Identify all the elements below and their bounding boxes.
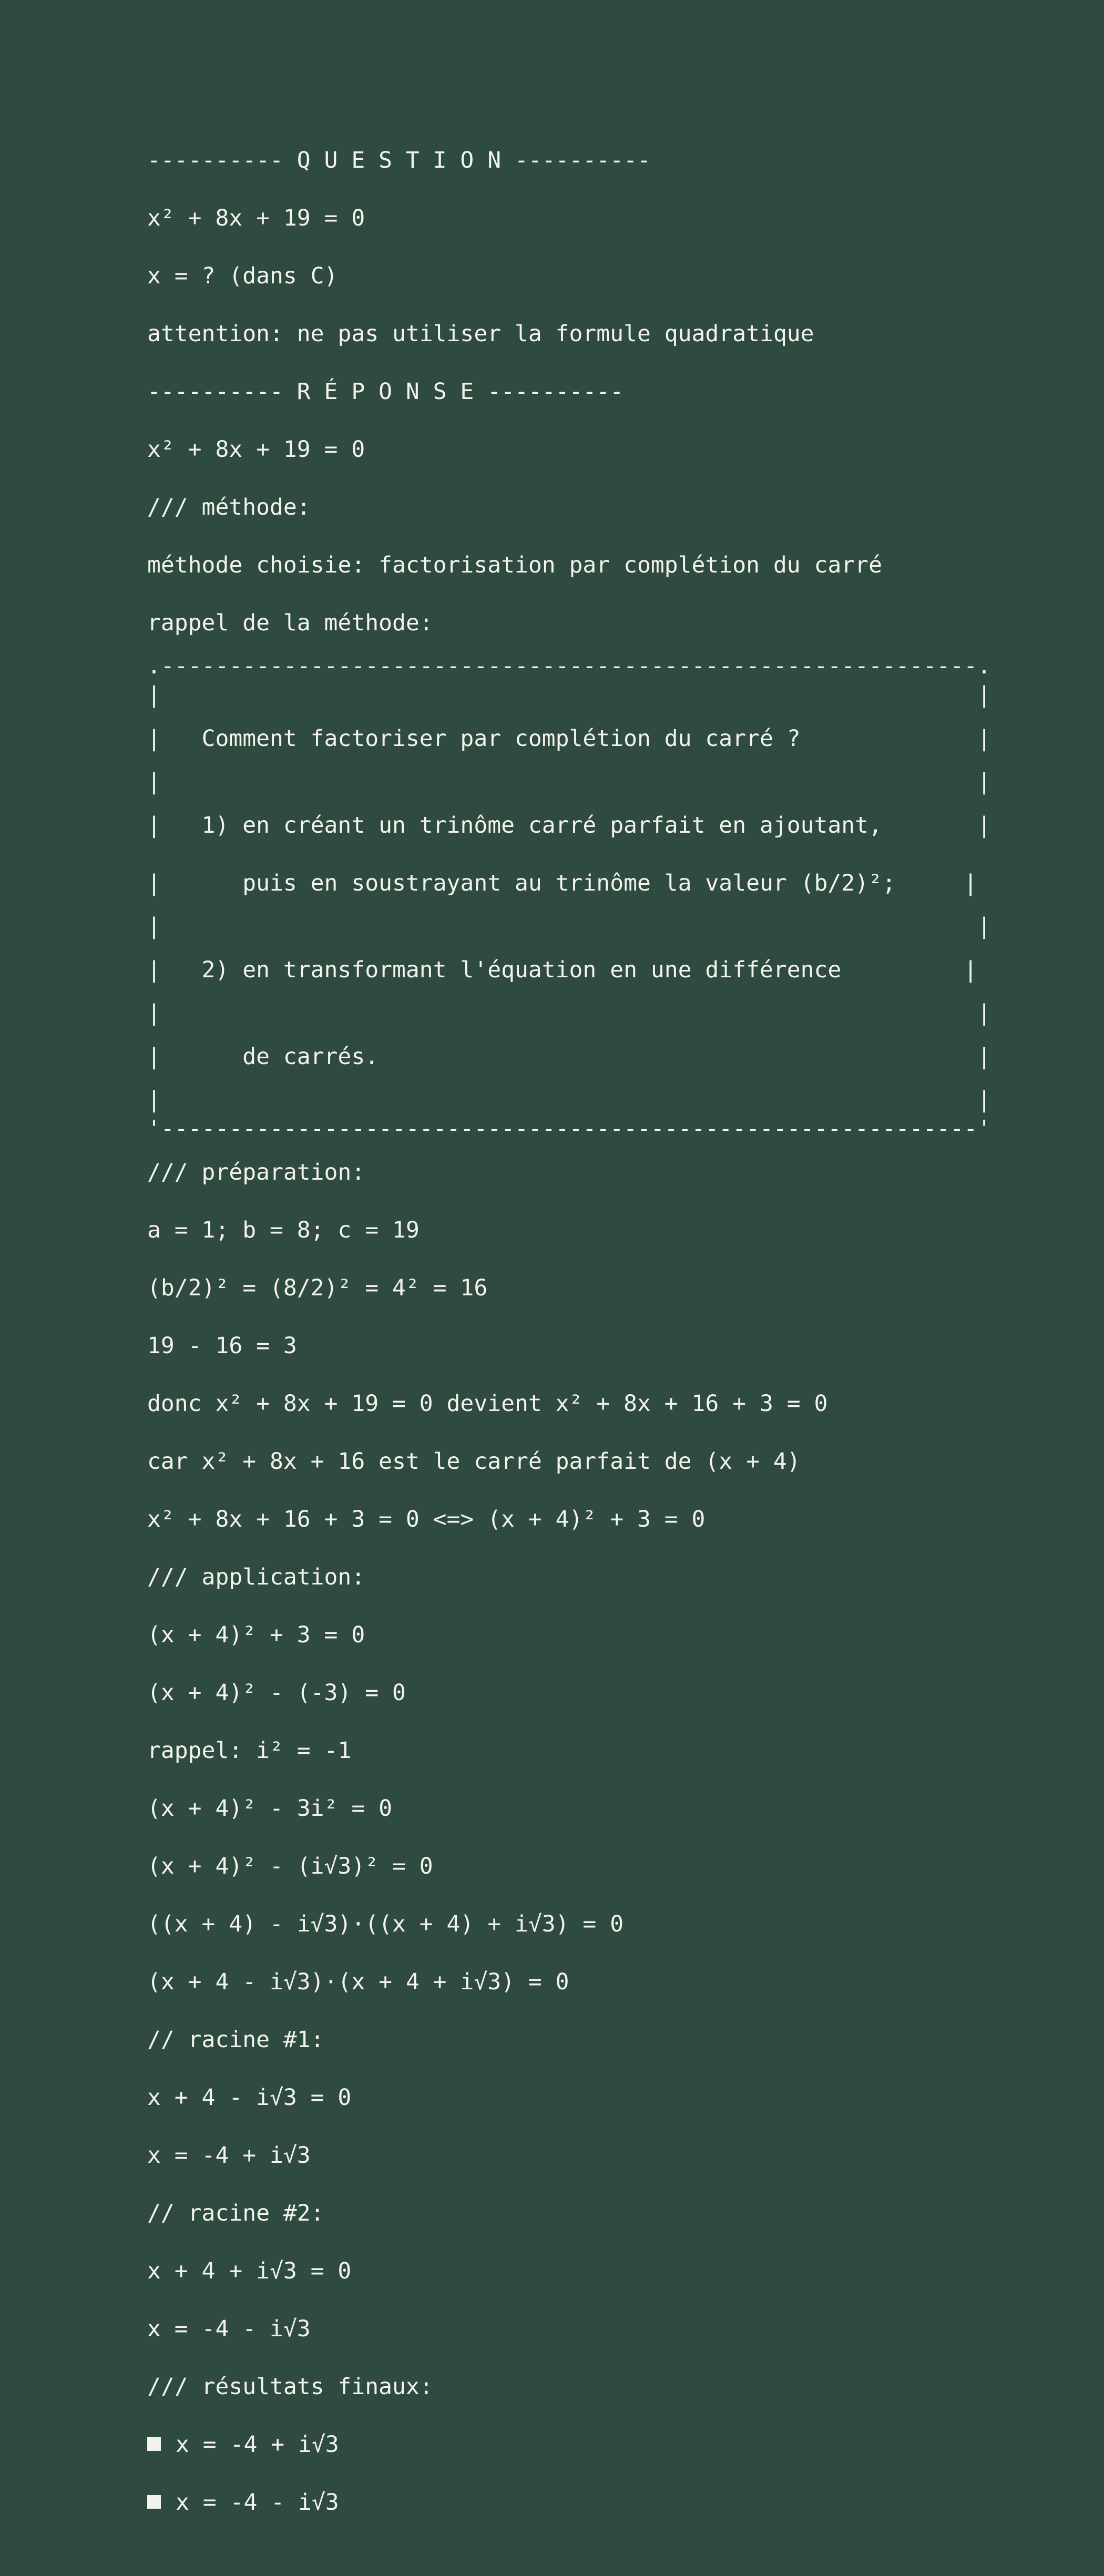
application-step: rappel: i² = -1 <box>147 1737 352 1764</box>
box-blank-line: | | <box>147 1087 991 1113</box>
box-blank-line: | | <box>147 1000 991 1026</box>
box-step2-line1: | 2) en transformant l'équation en une différence | <box>147 957 978 983</box>
application-step: (x + 4 - i√3)·(x + 4 + i√3) = 0 <box>147 1969 569 1995</box>
preparation-difference: 19 - 16 = 3 <box>147 1333 297 1359</box>
application-heading: /// application: <box>147 1564 365 1590</box>
square-bullet-icon <box>147 2495 161 2509</box>
application-step: (x + 4)² - 3i² = 0 <box>147 1795 392 1822</box>
preparation-coefficients: a = 1; b = 8; c = 19 <box>147 1217 420 1243</box>
preparation-equivalence: x² + 8x + 16 + 3 = 0 <=> (x + 4)² + 3 = 0 <box>147 1506 706 1532</box>
method-reminder-box <box>147 652 1041 1143</box>
preparation-half-b-squared: (b/2)² = (8/2)² = 4² = 16 <box>147 1275 488 1301</box>
box-blank-line: | | <box>147 769 991 795</box>
application-step: (x + 4)² - (i√3)² = 0 <box>147 1853 433 1879</box>
result-value: x = -4 + i√3 <box>176 2431 339 2458</box>
application-step: (x + 4)² + 3 = 0 <box>147 1622 365 1648</box>
box-step1-line2: | puis en soustrayant au trinôme la valeur (b/2)²; | <box>147 870 978 896</box>
preparation-heading: /// préparation: <box>147 1159 365 1185</box>
box-step1-line1: | 1) en créant un trinôme carré parfait en ajoutant, | <box>147 812 991 839</box>
root1-value: x = -4 + i√3 <box>147 2142 311 2169</box>
method-chosen: méthode choisie: factorisation par complétion du carré <box>147 552 882 578</box>
square-bullet-icon <box>147 2437 161 2451</box>
box-blank-line: | | <box>147 913 991 939</box>
application-step: ((x + 4) - i√3)·((x + 4) + i√3) = 0 <box>147 1911 624 1937</box>
result-value: x = -4 - i√3 <box>176 2489 339 2516</box>
preparation-perfect-square: car x² + 8x + 16 est le carré parfait de (x + 4) <box>147 1448 801 1475</box>
box-step2-line2: | de carrés. | <box>147 1044 991 1070</box>
method-heading: /// méthode: <box>147 494 311 520</box>
answer-header: ---------- R É P O N S E ---------- <box>147 379 624 405</box>
box-title: | Comment factoriser par complétion du carré ? | <box>147 725 991 752</box>
method-reminder-label: rappel de la méthode: <box>147 610 433 636</box>
question-warning: attention: ne pas utiliser la formule quadratique <box>147 321 814 347</box>
question-equation: x² + 8x + 19 = 0 <box>147 205 365 231</box>
math-solution <box>147 131 1041 2531</box>
box-bottom-border: '------------------------------------------------------------' <box>147 1116 991 1142</box>
root2-heading: // racine #2: <box>147 2200 324 2226</box>
root2-equation: x + 4 + i√3 = 0 <box>147 2258 352 2284</box>
root1-heading: // racine #1: <box>147 2027 324 2053</box>
answer-equation: x² + 8x + 19 = 0 <box>147 436 365 463</box>
application-step: (x + 4)² - (-3) = 0 <box>147 1680 406 1706</box>
root1-equation: x + 4 - i√3 = 0 <box>147 2084 352 2111</box>
results-heading: /// résultats finaux: <box>147 2374 433 2400</box>
preparation-rewrite: donc x² + 8x + 19 = 0 devient x² + 8x + 16 + 3 = 0 <box>147 1391 828 1417</box>
root2-value: x = -4 - i√3 <box>147 2316 311 2342</box>
result-item <box>147 2416 1041 2473</box>
result-item <box>147 2473 1041 2531</box>
question-header: ---------- Q U E S T I O N ---------- <box>147 147 651 173</box>
question-ask: x = ? (dans C) <box>147 263 338 289</box>
box-top-border: .------------------------------------------------------------. <box>147 653 991 679</box>
box-blank-line: | | <box>147 682 991 708</box>
